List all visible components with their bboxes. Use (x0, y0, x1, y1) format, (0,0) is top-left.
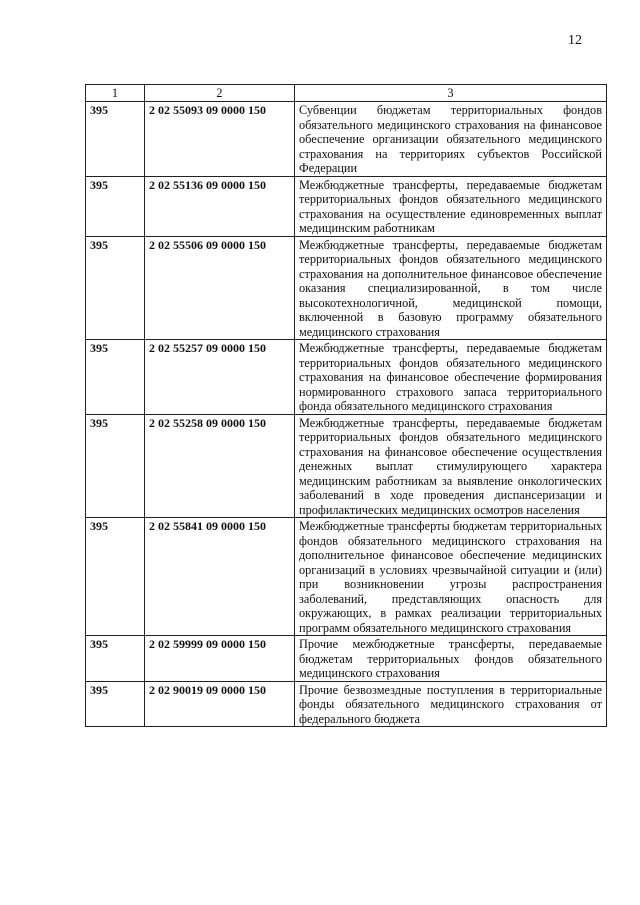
budget-classification-code-cell: 2 02 55841 09 0000 150 (145, 518, 295, 636)
description-cell: Межбюджетные трансферты бюджетам территориальных фондов обязательного медицинского страхования на дополнительное финансовое обеспечение медицинских организаций в условиях чрезвычайной ситуации и (или) при возникновении угрозы распространения заболеваний, представляющих опасность для окружающих, в рамках реализации территориальных программ обязательного медицинского страхования (295, 518, 607, 636)
header-row (86, 85, 607, 102)
budget-classification-code-cell: 2 02 55258 09 0000 150 (145, 414, 295, 518)
description-cell: Межбюджетные трансферты, передаваемые бюджетам территориальных фондов обязательного медицинского страхования на финансовое обеспечение формирования нормированного страхового запаса территориального фонда обязательного медицинского страхования (295, 340, 607, 415)
page-number: 12 (568, 33, 582, 48)
table-row (86, 176, 607, 236)
table-row (86, 636, 607, 682)
column-header-1: 1 (86, 85, 145, 102)
table-row (86, 681, 607, 727)
description-cell: Прочие безвозмездные поступления в территориальные фонды обязательного медицинского страхования от федерального бюджета (295, 681, 607, 727)
table-row (86, 414, 607, 518)
table-row (86, 236, 607, 340)
description-cell: Межбюджетные трансферты, передаваемые бюджетам территориальных фондов обязательного медицинского страхования на осуществление единовременных выплат медицинским работникам (295, 176, 607, 236)
admin-code-cell: 395 (86, 102, 145, 177)
description-cell: Межбюджетные трансферты, передаваемые бюджетам территориальных фондов обязательного медицинского страхования на дополнительное финансовое обеспечение оказания специализированной, в том числе высокотехнологичной, медицинской помощи, включенной в базовую программу обязательного медицинского страхования (295, 236, 607, 340)
admin-code-cell: 395 (86, 414, 145, 518)
budget-codes-table (85, 84, 607, 727)
admin-code-cell: 395 (86, 681, 145, 727)
table-row (86, 518, 607, 636)
admin-code-cell: 395 (86, 518, 145, 636)
budget-classification-code-cell: 2 02 55506 09 0000 150 (145, 236, 295, 340)
budget-classification-code-cell: 2 02 90019 09 0000 150 (145, 681, 295, 727)
table-row (86, 340, 607, 415)
description-cell: Субвенции бюджетам территориальных фондов обязательного медицинского страхования на финансовое обеспечение организации обязательного медицинского страхования на территориях субъектов Российской Федерации (295, 102, 607, 177)
admin-code-cell: 395 (86, 176, 145, 236)
budget-classification-code-cell: 2 02 55136 09 0000 150 (145, 176, 295, 236)
table-row (86, 102, 607, 177)
budget-classification-code-cell: 2 02 55093 09 0000 150 (145, 102, 295, 177)
table-body (86, 102, 607, 727)
column-header-3: 3 (295, 85, 607, 102)
column-header-2: 2 (145, 85, 295, 102)
budget-classification-code-cell: 2 02 55257 09 0000 150 (145, 340, 295, 415)
admin-code-cell: 395 (86, 636, 145, 682)
table-header (86, 85, 607, 102)
description-cell: Прочие межбюджетные трансферты, передаваемые бюджетам территориальных фондов обязательного медицинского страхования (295, 636, 607, 682)
description-cell: Межбюджетные трансферты, передаваемые бюджетам территориальных фондов обязательного медицинского страхования на финансовое обеспечение осуществления денежных выплат стимулирующего характера медицинским работникам за выявление онкологических заболеваний в ходе проведения диспансеризации и профилактических медицинских осмотров населения (295, 414, 607, 518)
admin-code-cell: 395 (86, 236, 145, 340)
admin-code-cell: 395 (86, 340, 145, 415)
budget-classification-code-cell: 2 02 59999 09 0000 150 (145, 636, 295, 682)
